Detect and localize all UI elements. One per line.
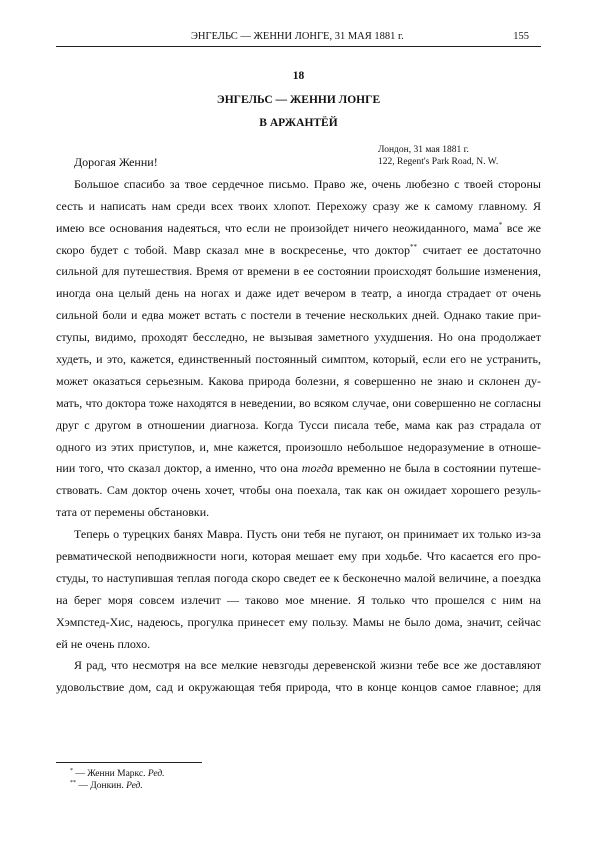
p1-line <box>56 458 541 480</box>
letter-body <box>56 152 541 699</box>
footnote-rule <box>56 762 202 763</box>
p1-line: тата от перемены обстановки. <box>56 505 210 520</box>
p1-text: все же <box>506 220 541 235</box>
letter-place: В АРЖАНТЁЙ <box>259 117 338 129</box>
p1-line: иногда она целый день на ногах и даже идет вечером в театр, а иногда страдает от очень <box>56 286 541 301</box>
running-title: ЭНГЕЛЬС — ЖЕННИ ЛОНГЕ, 31 МАЯ 1881 г. <box>191 31 404 42</box>
p1-text: нии того, что сказал доктор, а именно, что она <box>56 461 299 476</box>
p1-line: может оказаться серьезным. Какова природа болезни, я совершенно не знаю и склонен ду- <box>56 373 541 388</box>
footnote-editor: Ред. <box>126 781 143 791</box>
footnote-ref: * <box>498 220 503 229</box>
p1-line <box>56 240 541 262</box>
p2-line: студы, то наступившая теплая погода скоро сведет ее к бесконечно малой величине, а поездка <box>56 570 541 585</box>
p2-line: ревматической неподвижности ноги, которая мешает ему при ходьбе. Что касается его про- <box>56 549 541 564</box>
p2-line: ей не очень плохо. <box>56 636 151 651</box>
p1-line <box>56 218 541 240</box>
p1-text: имею все основания надеяться, что если не произойдет ничего неожиданного, мама <box>56 220 499 235</box>
page-number: 155 <box>513 31 529 42</box>
letter-number: 18 <box>292 70 305 82</box>
letter-title: ЭНГЕЛЬС — ЖЕННИ ЛОНГЕ <box>216 94 381 106</box>
p2-line: Теперь о турецких банях Мавра. Пусть они тебя не пугают, он принимает их только из-за <box>74 527 541 542</box>
p1-line: ствовать. Сам доктор очень хочет, чтобы она поехала, так как он ожидает хорошего резуль- <box>56 483 541 498</box>
p1-text: скоро будет с тобой. Мавр сказал мне в воскресенье, что доктор <box>56 242 410 257</box>
p1-text: временно не была в состоянии путеше- <box>336 461 541 476</box>
p1-line: одного из этих приступов, и, мне кажется, произошло небольшое недоразумение в отноше- <box>56 439 541 454</box>
p1-line: худеть, и это, кажется, единственный постоянный симптом, который, если его не устранить, <box>56 352 541 367</box>
footnote-editor: Ред. <box>147 769 165 779</box>
dateline-address: 122, Regent's Park Road, N. W. <box>378 157 499 167</box>
italic-word: тогда <box>301 461 334 476</box>
running-head <box>56 30 541 47</box>
footnote-1 <box>70 768 165 780</box>
p2-line: Хэмпстед-Хис, надеюсь, прогулка принесет ему пользу. Мамы не было дома, значит, сейчас <box>56 614 541 629</box>
footnote-ref: ** <box>410 242 417 251</box>
footnote-text: — Женни Маркс. <box>75 769 146 779</box>
p1-line: сильной для путешествия. Время от времени в ее состоянии происходят большие изменения, <box>56 264 541 279</box>
p1-line: мать, что доктора тоже находятся в неведении, во всяком случае, они совершенно не согласны <box>56 395 541 410</box>
footnote-text: — Донкин. <box>78 781 124 791</box>
p1-line: сильной боли и едва может встать с постели в течение нескольких дней. Однако такие при- <box>56 308 541 323</box>
footnote-mark: ** <box>70 779 76 786</box>
p1-line: сесть и написать нам среди всех твоих хлопот. Перехожу сразу же к самому главному. Я <box>56 198 541 213</box>
footnote-2 <box>70 780 143 792</box>
p1-line: Большое спасибо за твое сердечное письмо. Право же, очень любезно с твоей стороны <box>74 176 541 191</box>
p1-line: ступы, видимо, проходят бесследно, не вызывая заметного ухудшения. Но она продолжает <box>56 330 541 345</box>
p3-line: Я рад, что несмотря на все мелкие невзгоды деревенской жизни тебе все же доставляют <box>74 658 541 673</box>
dateline-place-date: Лондон, 31 мая 1881 г. <box>378 145 469 155</box>
p1-text: считает ее достаточно <box>422 242 541 257</box>
p1-line: друг с другом в отношении диагноза. Когда Тусси писала тебе, мама как раз страдала от <box>56 417 541 432</box>
p3-line: удовольствие дом, сад и окружающая тебя природа, что в конце концов самое главное; для <box>56 680 541 695</box>
p2-line: на берег моря совсем излечит — таково мое мнение. Я только что прошелся с ним на <box>56 592 541 607</box>
salutation: Дорогая Женни! <box>74 155 158 169</box>
footnote-mark: * <box>70 767 73 774</box>
